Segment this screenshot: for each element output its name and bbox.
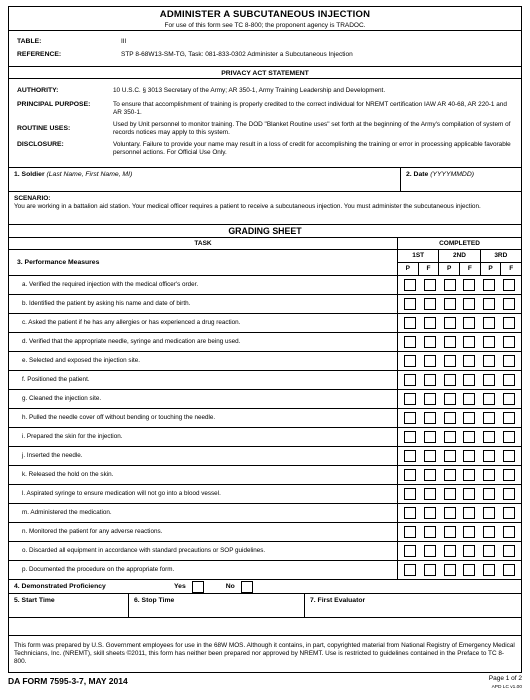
- scenario-section: [9, 192, 521, 225]
- fail-checkbox[interactable]: [503, 317, 515, 329]
- step-checkboxes: [397, 447, 521, 465]
- step-checkboxes: [397, 371, 521, 389]
- performance-step-text: a. Verified the required injection with the medical officer's order.: [22, 281, 199, 288]
- pass-checkbox[interactable]: [404, 450, 416, 462]
- pass-checkbox[interactable]: [404, 564, 416, 576]
- authority-text: 10 U.S.C. § 3013 Secretary of the Army; AR 350-1, Army Training Leadership and Development.: [113, 87, 386, 94]
- fail-checkbox[interactable]: [424, 507, 436, 519]
- date-hint: (YYYYMMDD): [430, 171, 474, 178]
- pass-checkbox[interactable]: [483, 431, 495, 443]
- step-checkboxes: [397, 409, 521, 427]
- pass-checkbox[interactable]: [444, 488, 456, 500]
- pass-label: P: [438, 263, 459, 275]
- principal-purpose-text: To ensure that accomplishment of training is properly credited to the correct individual for NREMT certification IAW AR 40-68, AR 220-1 and AR 350-1.: [113, 101, 507, 116]
- performance-step-row: [9, 523, 521, 542]
- fail-checkbox[interactable]: [503, 393, 515, 405]
- performance-step-row: [9, 447, 521, 466]
- performance-step-text: l. Aspirated syringe to ensure medication will not go into a blood vessel.: [22, 490, 221, 497]
- step-checkboxes: [397, 504, 521, 522]
- fail-checkbox[interactable]: [424, 393, 436, 405]
- fail-checkbox[interactable]: [503, 507, 515, 519]
- pass-checkbox[interactable]: [444, 336, 456, 348]
- privacy-act-section: [9, 67, 521, 168]
- pass-checkbox[interactable]: [404, 412, 416, 424]
- fail-checkbox[interactable]: [503, 336, 515, 348]
- performance-step-text: o. Discarded all equipment in accordance with standard precautions or SOP guidelines.: [22, 547, 266, 554]
- fail-checkbox[interactable]: [503, 564, 515, 576]
- fail-checkbox[interactable]: [424, 488, 436, 500]
- form-footer: [8, 674, 522, 698]
- trial-2nd-label: 2ND: [438, 250, 479, 262]
- fail-checkbox[interactable]: [424, 431, 436, 443]
- task-header-row: [9, 238, 521, 250]
- fail-checkbox[interactable]: [463, 469, 475, 481]
- fail-checkbox[interactable]: [503, 526, 515, 538]
- pass-checkbox[interactable]: [404, 393, 416, 405]
- soldier-name-field[interactable]: [9, 168, 401, 191]
- pass-checkbox[interactable]: [444, 412, 456, 424]
- fail-checkbox[interactable]: [424, 545, 436, 557]
- fail-checkbox[interactable]: [503, 355, 515, 367]
- performance-step-text: j. Inserted the needle.: [22, 452, 83, 459]
- pass-checkbox[interactable]: [483, 412, 495, 424]
- step-checkboxes: [397, 390, 521, 408]
- reference-label: REFERENCE:: [17, 51, 62, 58]
- times-row: [9, 594, 521, 618]
- pass-checkbox[interactable]: [404, 317, 416, 329]
- proficiency-row: [9, 580, 521, 594]
- pass-checkbox[interactable]: [404, 336, 416, 348]
- pass-checkbox[interactable]: [483, 545, 495, 557]
- yes-label: Yes: [174, 583, 186, 590]
- proficiency-no-checkbox[interactable]: [241, 581, 253, 593]
- performance-step-text: c. Asked the patient if he has any allergies or has experienced a drug reaction.: [22, 319, 241, 326]
- pass-checkbox[interactable]: [483, 450, 495, 462]
- performance-step-row: [9, 295, 521, 314]
- no-label: No: [225, 583, 235, 590]
- fail-checkbox[interactable]: [424, 355, 436, 367]
- performance-steps: [9, 276, 521, 580]
- disclaimer-text: This form was prepared by U.S. Government employees for use in the 68W MOS. Although it contains, in part, copyrighted material from National Registry of Emergency Medical Technicians, Inc. (NREMT), skill sheets ©2011, this form has neither been prepared nor approved by NREMT. Use is restricted to guidelines contained in the Preface to TC 8-800.: [14, 642, 515, 665]
- pass-checkbox[interactable]: [483, 488, 495, 500]
- date-field[interactable]: [401, 168, 521, 191]
- form-frame: [8, 6, 522, 673]
- fail-checkbox[interactable]: [463, 336, 475, 348]
- pass-checkbox[interactable]: [444, 393, 456, 405]
- fail-checkbox[interactable]: [424, 526, 436, 538]
- performance-step-text: m. Administered the medication.: [22, 509, 112, 516]
- pass-checkbox[interactable]: [444, 545, 456, 557]
- pass-checkbox[interactable]: [444, 469, 456, 481]
- pass-checkbox[interactable]: [404, 469, 416, 481]
- first-evaluator-label: 7. First Evaluator: [310, 597, 366, 604]
- fail-checkbox[interactable]: [503, 431, 515, 443]
- form-title: ADMINISTER A SUBCUTANEOUS INJECTION: [159, 9, 371, 20]
- pass-checkbox[interactable]: [404, 545, 416, 557]
- pass-checkbox[interactable]: [444, 279, 456, 291]
- fail-checkbox[interactable]: [463, 564, 475, 576]
- performance-step-text: g. Cleaned the injection site.: [22, 395, 102, 402]
- pass-checkbox[interactable]: [444, 355, 456, 367]
- pass-label: P: [480, 263, 501, 275]
- disclosure-text: Voluntary. Failure to provide your name may result in a loss of credit for accomplishing the training or error in processing applicable favorable personnel actions. For Official Use Only.: [113, 141, 511, 156]
- fail-checkbox[interactable]: [463, 279, 475, 291]
- performance-step-text: p. Documented the procedure on the appropriate form.: [22, 566, 175, 573]
- fail-checkbox[interactable]: [503, 279, 515, 291]
- step-checkboxes: [397, 523, 521, 541]
- step-checkboxes: [397, 333, 521, 351]
- performance-step-text: k. Released the hold on the skin.: [22, 471, 114, 478]
- date-label: 2. Date: [406, 171, 429, 178]
- pass-checkbox[interactable]: [404, 355, 416, 367]
- fail-checkbox[interactable]: [503, 469, 515, 481]
- start-time-field[interactable]: [9, 594, 129, 617]
- performance-step-row: [9, 561, 521, 580]
- trial-1st-label: 1ST: [412, 252, 425, 259]
- performance-step-text: i. Prepared the skin for the injection.: [22, 433, 123, 440]
- fail-checkbox[interactable]: [424, 336, 436, 348]
- fail-checkbox[interactable]: [463, 298, 475, 310]
- soldier-hint: (Last Name, First Name, MI): [46, 171, 133, 178]
- pass-checkbox[interactable]: [404, 279, 416, 291]
- fail-checkbox[interactable]: [424, 469, 436, 481]
- start-time-label: 5. Start Time: [14, 597, 55, 604]
- fail-checkbox[interactable]: [424, 279, 436, 291]
- fail-checkbox[interactable]: [463, 412, 475, 424]
- performance-step-row: [9, 314, 521, 333]
- pass-checkbox[interactable]: [444, 507, 456, 519]
- trial-columns: [397, 250, 521, 275]
- pass-checkbox[interactable]: [444, 298, 456, 310]
- performance-step-row: [9, 371, 521, 390]
- reference-value: STP 8-68W13-SM-TG, Task: 081-833-0302 Administer a Subcutaneous Injection: [121, 51, 353, 58]
- scenario-label: SCENARIO:: [14, 195, 51, 202]
- performance-measures-header: [9, 250, 521, 276]
- fail-label: F: [418, 263, 439, 275]
- form-version: APD LC v1.00: [491, 685, 522, 690]
- fail-checkbox[interactable]: [503, 298, 515, 310]
- performance-step-row: [9, 504, 521, 523]
- pass-checkbox[interactable]: [444, 450, 456, 462]
- soldier-date-row: [9, 168, 521, 192]
- pass-checkbox[interactable]: [483, 374, 495, 386]
- step-checkboxes: [397, 428, 521, 446]
- pass-checkbox[interactable]: [444, 526, 456, 538]
- privacy-title: PRIVACY ACT STATEMENT: [9, 67, 521, 79]
- fail-checkbox[interactable]: [503, 545, 515, 557]
- performance-step-row: [9, 409, 521, 428]
- performance-step-row: [9, 485, 521, 504]
- performance-step-text: e. Selected and exposed the injection site.: [22, 357, 140, 364]
- proficiency-yes-checkbox[interactable]: [192, 581, 204, 593]
- fail-checkbox[interactable]: [463, 393, 475, 405]
- pass-checkbox[interactable]: [404, 298, 416, 310]
- pass-checkbox[interactable]: [404, 526, 416, 538]
- pass-checkbox[interactable]: [404, 488, 416, 500]
- task-label: TASK: [194, 240, 212, 247]
- pass-checkbox[interactable]: [483, 317, 495, 329]
- fail-label: F: [500, 263, 521, 275]
- performance-step-row: [9, 276, 521, 295]
- fail-checkbox[interactable]: [424, 298, 436, 310]
- fail-checkbox[interactable]: [463, 317, 475, 329]
- performance-step-text: b. Identified the patient by asking his name and date of birth.: [22, 300, 191, 307]
- stop-time-label: 6. Stop Time: [134, 597, 175, 604]
- step-checkboxes: [397, 276, 521, 294]
- table-label: TABLE:: [17, 38, 42, 45]
- performance-step-text: f. Positioned the patient.: [22, 376, 90, 383]
- fail-checkbox[interactable]: [463, 545, 475, 557]
- pass-checkbox[interactable]: [444, 431, 456, 443]
- form-subtitle: For use of this form see TC 8-800; the proponent agency is TRADOC.: [164, 22, 366, 29]
- fail-checkbox[interactable]: [424, 450, 436, 462]
- fail-checkbox[interactable]: [463, 431, 475, 443]
- pass-checkbox[interactable]: [483, 564, 495, 576]
- performance-step-row: [9, 333, 521, 352]
- step-checkboxes: [397, 561, 521, 579]
- pass-checkbox[interactable]: [404, 374, 416, 386]
- stop-time-field[interactable]: [129, 594, 305, 617]
- completed-label: COMPLETED: [397, 238, 521, 249]
- pass-checkbox[interactable]: [444, 317, 456, 329]
- pass-checkbox[interactable]: [483, 355, 495, 367]
- principal-purpose-label: PRINCIPAL PURPOSE:: [17, 101, 91, 108]
- step-checkboxes: [397, 466, 521, 484]
- step-checkboxes: [397, 314, 521, 332]
- pass-checkbox[interactable]: [444, 564, 456, 576]
- table-value: III: [121, 38, 127, 45]
- blank-row: [9, 618, 521, 636]
- step-checkboxes: [397, 542, 521, 560]
- performance-step-text: n. Monitored the patient for any adverse reactions.: [22, 528, 163, 535]
- pass-checkbox[interactable]: [483, 279, 495, 291]
- performance-step-text: d. Verified that the appropriate needle, syringe and medication are being used.: [22, 338, 241, 345]
- pass-checkbox[interactable]: [483, 336, 495, 348]
- performance-measures-label: 3. Performance Measures: [17, 259, 100, 266]
- step-checkboxes: [397, 485, 521, 503]
- fail-label: F: [459, 263, 480, 275]
- pass-checkbox[interactable]: [483, 298, 495, 310]
- routine-uses-label: ROUTINE USES:: [17, 125, 71, 132]
- fail-checkbox[interactable]: [463, 355, 475, 367]
- fail-checkbox[interactable]: [503, 374, 515, 386]
- fail-checkbox[interactable]: [503, 488, 515, 500]
- performance-step-row: [9, 428, 521, 447]
- performance-step-row: [9, 352, 521, 371]
- pass-checkbox[interactable]: [404, 507, 416, 519]
- disclosure-label: DISCLOSURE:: [17, 141, 64, 148]
- performance-step-text: h. Pulled the needle cover off without bending or touching the needle.: [22, 414, 216, 421]
- pass-checkbox[interactable]: [444, 374, 456, 386]
- fail-checkbox[interactable]: [463, 526, 475, 538]
- proficiency-label: 4. Demonstrated Proficiency: [14, 583, 106, 590]
- step-checkboxes: [397, 295, 521, 313]
- pass-checkbox[interactable]: [483, 507, 495, 519]
- table-reference-section: [9, 31, 521, 67]
- trial-3rd-label: 3RD: [480, 250, 521, 262]
- fail-checkbox[interactable]: [424, 374, 436, 386]
- fail-checkbox[interactable]: [503, 450, 515, 462]
- step-checkboxes: [397, 352, 521, 370]
- fail-checkbox[interactable]: [424, 317, 436, 329]
- authority-label: AUTHORITY:: [17, 87, 59, 94]
- fail-checkbox[interactable]: [424, 564, 436, 576]
- pass-checkbox[interactable]: [404, 431, 416, 443]
- routine-uses-text: Used by Unit personnel to monitor training. The DOD "Blanket Routine uses" set forth at the beginning of the Army's compilation of system of records notices may apply to this system.: [113, 121, 511, 136]
- form-header: [9, 7, 521, 31]
- grading-sheet-title: GRADING SHEET: [9, 225, 521, 238]
- pass-checkbox[interactable]: [483, 526, 495, 538]
- performance-step-row: [9, 390, 521, 409]
- performance-step-row: [9, 542, 521, 561]
- soldier-label: 1. Soldier: [14, 171, 45, 178]
- fail-checkbox[interactable]: [424, 412, 436, 424]
- form-number: DA FORM 7595-3-7, MAY 2014: [8, 676, 128, 686]
- fail-checkbox[interactable]: [463, 488, 475, 500]
- page-number: Page 1 of 2: [488, 675, 522, 682]
- pass-checkbox[interactable]: [483, 469, 495, 481]
- performance-step-row: [9, 466, 521, 485]
- fail-checkbox[interactable]: [503, 412, 515, 424]
- fail-checkbox[interactable]: [463, 507, 475, 519]
- pass-label: P: [405, 265, 410, 272]
- pass-checkbox[interactable]: [483, 393, 495, 405]
- fail-checkbox[interactable]: [463, 450, 475, 462]
- first-evaluator-field[interactable]: [305, 594, 521, 617]
- scenario-text: You are working in a battalion aid station. Your medical officer requires a patient to receive a subcutaneous injection. You must administer the subcutaneous injection.: [14, 203, 481, 210]
- fail-checkbox[interactable]: [463, 374, 475, 386]
